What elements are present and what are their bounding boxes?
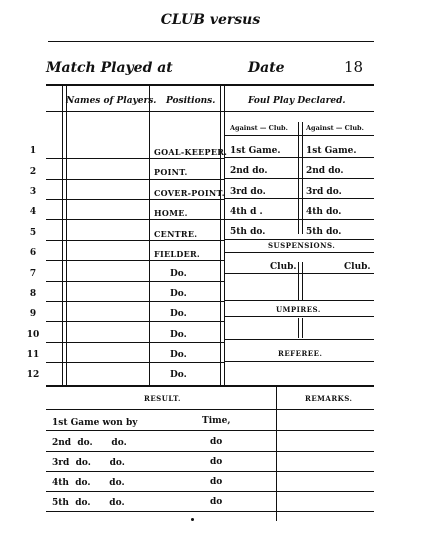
result-bottom-rule	[46, 511, 374, 512]
row-rule	[46, 158, 224, 159]
foul-game-right: 2nd do.	[306, 166, 344, 176]
row-number: 6	[29, 248, 37, 258]
result-rule	[46, 491, 374, 492]
column-header-rule	[46, 111, 374, 112]
row-rule	[46, 219, 224, 220]
date-label: Date	[248, 60, 285, 76]
names-column-divider	[149, 85, 150, 385]
referee-label: REFEREE.	[278, 349, 323, 358]
positions-column-divider	[220, 85, 225, 385]
position-cell: COVER-POINT.	[154, 188, 225, 198]
position-cell: Do.	[170, 309, 187, 319]
result-row-time: Time,	[202, 416, 231, 426]
foul-game-right: 5th do.	[306, 227, 342, 237]
row-rule	[46, 301, 224, 302]
title-rule	[48, 41, 374, 42]
position-cell: HOME.	[154, 208, 188, 218]
result-label: RESULT.	[144, 394, 181, 403]
row-rule	[46, 281, 224, 282]
row-rule	[46, 342, 224, 343]
row-rule	[46, 199, 224, 200]
result-row-time: do	[210, 497, 223, 507]
names-header: Names of Players.	[66, 96, 157, 106]
foul-game-right: 4th do.	[306, 207, 342, 217]
result-row-time: do	[210, 457, 223, 467]
foul-game-right: 3rd do.	[306, 187, 342, 197]
position-cell: CENTRE.	[154, 229, 198, 239]
year-label: 18	[344, 58, 364, 76]
result-rule	[46, 471, 374, 472]
foul-rule	[225, 239, 374, 240]
result-rule	[46, 430, 374, 431]
row-number: 10	[26, 330, 40, 340]
foul-rule	[225, 198, 374, 199]
row-rule	[46, 362, 224, 363]
row-rule	[46, 179, 224, 180]
row-number: 1	[29, 146, 37, 156]
result-remarks-divider	[276, 386, 277, 521]
result-row-game: 5th do. do.	[52, 498, 125, 508]
result-rule	[46, 451, 374, 452]
row-rule	[46, 321, 224, 322]
positions-header: Positions.	[166, 96, 216, 106]
club-column-divider	[298, 262, 303, 300]
referee-rule	[225, 361, 374, 362]
position-cell: Do.	[170, 330, 187, 340]
umpires-top-rule	[225, 300, 374, 301]
result-row-time: do	[210, 437, 223, 447]
row-rule	[46, 260, 224, 261]
foul-game-left: 2nd do.	[230, 166, 268, 176]
result-header-rule	[46, 409, 374, 410]
result-row-time: do	[210, 477, 223, 487]
referee-top-rule	[225, 339, 374, 340]
foul-rule	[225, 157, 374, 158]
row-number: 12	[26, 370, 40, 380]
header-rule	[46, 84, 374, 86]
row-number: 8	[29, 289, 37, 299]
club-label-right: Club.	[344, 262, 371, 272]
foul-game-right: 1st Game.	[306, 146, 357, 156]
foul-game-left: 1st Game.	[230, 146, 281, 156]
match-played-label: Match Played at	[46, 60, 173, 76]
umpires-label: UMPIRES.	[276, 305, 321, 314]
position-cell: Do.	[170, 370, 187, 380]
page-title: CLUB versus	[160, 12, 261, 28]
row-number: 11	[26, 350, 40, 360]
number-column-divider	[62, 85, 67, 385]
page-dot	[191, 518, 194, 521]
row-number: 5	[29, 228, 37, 238]
row-number: 9	[29, 309, 37, 319]
result-row-game: 2nd do. do.	[52, 438, 127, 448]
row-number: 7	[29, 269, 37, 279]
position-cell: GOAL-KEEPER.	[154, 147, 228, 157]
club-label-left: Club.	[270, 262, 297, 272]
foul-game-left: 5th do.	[230, 227, 266, 237]
result-row-game: 3rd do. do.	[52, 458, 125, 468]
against-rule	[225, 135, 374, 136]
foul-game-left: 3rd do.	[230, 187, 266, 197]
position-cell: Do.	[170, 289, 187, 299]
foul-rule	[225, 219, 374, 220]
row-number: 2	[29, 167, 37, 177]
foul-game-left: 4th d .	[230, 207, 263, 217]
row-number: 4	[29, 207, 37, 217]
against-club-right: Against — Club.	[306, 124, 364, 132]
suspensions-rule	[225, 252, 374, 253]
row-number: 3	[29, 187, 37, 197]
club-rule	[225, 273, 374, 274]
position-cell: POINT.	[154, 167, 188, 177]
result-row-game: 1st Game won by	[52, 418, 138, 428]
position-cell: FIELDER.	[154, 249, 201, 259]
foul-play-header: Foul Play Declared.	[248, 96, 346, 106]
umpires-column-divider	[298, 318, 303, 338]
table-bottom-rule	[46, 385, 374, 387]
umpires-rule	[225, 316, 374, 317]
suspensions-label: SUSPENSIONS.	[268, 241, 336, 250]
remarks-label: REMARKS.	[305, 394, 353, 403]
result-row-game: 4th do. do.	[52, 478, 125, 488]
position-cell: Do.	[170, 350, 187, 360]
foul-rule	[225, 178, 374, 179]
against-club-left: Against — Club.	[230, 124, 288, 132]
row-rule	[46, 240, 224, 241]
position-cell: Do.	[170, 269, 187, 279]
